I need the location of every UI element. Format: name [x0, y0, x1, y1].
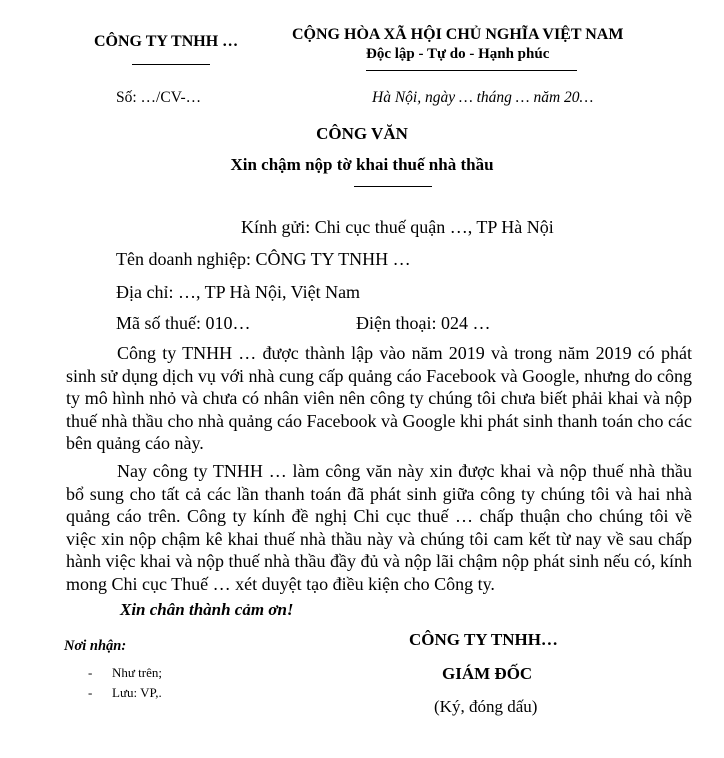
recipient-line: Kính gửi: Chi cục thuế quận …, TP Hà Nội [241, 217, 554, 237]
motto-underline [366, 70, 577, 71]
document-subject: Xin chậm nộp tờ khai thuế nhà thầu [230, 155, 494, 174]
body-paragraph-1: Công ty TNHH … được thành lập vào năm 2019 và trong năm 2019 có phát sinh sử dụng dịch vụ với nhà cung cấp quảng cáo Facebook và Google, nhưng do công ty mô hình nhỏ và chưa có nhân viên nên công ty chúng tôi chưa biết phải khai và nộp thuế nhà thầu cho nhà quảng cáo Facebook và Google khi phát sinh thanh toán cho các bên quảng cáo này. [66, 343, 692, 453]
tax-code-line: Mã số thuế: 010… [116, 313, 251, 333]
document-type-title: CÔNG VĂN [316, 124, 408, 143]
company-name: CÔNG TY TNHH … [94, 33, 239, 50]
list-dash: - [88, 685, 93, 700]
signature-note: (Ký, đóng dấu) [434, 697, 538, 716]
recipient-item-label: Như trên; [112, 665, 163, 680]
body-paragraph-2: Nay công ty TNHH … làm công văn này xin được khai và nộp thuế nhà thầu bổ sung cho tất cả các lần thanh toán đã phát sinh giữa công ty chúng tôi và hai nhà quảng cáo trên. Công ty kính đề nghị Chi cục thuế … chấp thuận cho chúng tôi về việc xin nộp chậm kê khai thuế nhà thầu này và chúng tôi cam kết từ nay về sau chấp hành việc khai và nộp thuế nhà thầu đầy đủ và nộp lãi chậm nộp phát sinh nếu có, kính mong Chi cục Thuế … xét duyệt tạo điều kiện cho Công ty. [66, 461, 692, 594]
enterprise-name-line: Tên doanh nghiệp: CÔNG TY TNHH … [116, 249, 411, 269]
national-motto: Độc lập - Tự do - Hạnh phúc [366, 46, 550, 62]
phone-line: Điện thoại: 024 … [356, 313, 491, 333]
signature-title: GIÁM ĐỐC [442, 664, 533, 683]
company-underline [132, 64, 210, 65]
place-and-date: Hà Nội, ngày … tháng … năm 20… [372, 89, 594, 106]
thanks-line: Xin chân thành cảm ơn! [120, 600, 294, 619]
recipient-item-label: Lưu: VP,. [112, 685, 162, 700]
subject-underline [354, 186, 432, 187]
document-number: Số: …/CV-… [116, 89, 202, 106]
recipients-title: Nơi nhận: [64, 638, 127, 654]
list-dash: - [88, 665, 93, 680]
nation-title: CỘNG HÒA XÃ HỘI CHỦ NGHĨA VIỆT NAM [292, 26, 624, 43]
recipient-item [88, 665, 162, 681]
address-line: Địa chỉ: …, TP Hà Nội, Việt Nam [116, 282, 361, 302]
signature-company: CÔNG TY TNHH… [409, 630, 558, 649]
recipient-item [88, 685, 162, 701]
